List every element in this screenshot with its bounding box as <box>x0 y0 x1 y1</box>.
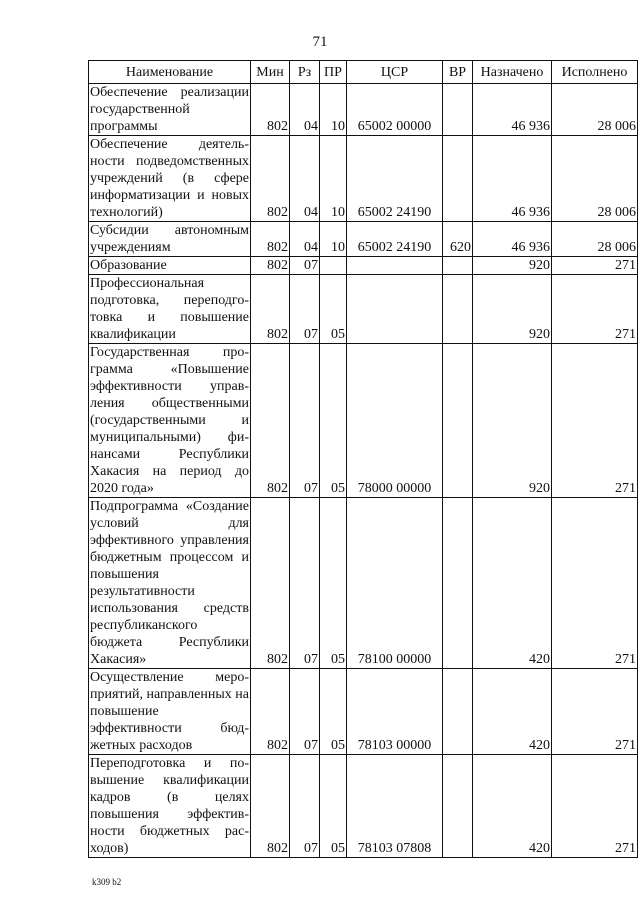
row-naznacheno: 46 936 <box>473 222 552 257</box>
row-vr <box>443 136 473 222</box>
row-rz: 04 <box>290 84 320 136</box>
row-ispolneno: 28 006 <box>552 136 638 222</box>
row-ispolneno: 271 <box>552 257 638 275</box>
row-min: 802 <box>251 257 290 275</box>
row-vr <box>443 755 473 858</box>
row-naznacheno: 420 <box>473 498 552 669</box>
row-csr: 65002 24190 <box>347 136 443 222</box>
footer-code: k309 b2 <box>92 877 122 887</box>
table-row <box>89 257 638 275</box>
header-vr: ВР <box>443 61 473 84</box>
row-vr <box>443 84 473 136</box>
row-min: 802 <box>251 84 290 136</box>
row-rz: 07 <box>290 344 320 498</box>
row-vr: 620 <box>443 222 473 257</box>
table-header-row <box>89 61 638 84</box>
row-min: 802 <box>251 275 290 344</box>
row-rz: 04 <box>290 222 320 257</box>
row-pr <box>320 257 347 275</box>
row-pr: 05 <box>320 669 347 755</box>
row-min: 802 <box>251 136 290 222</box>
table-row <box>89 275 638 344</box>
row-ispolneno: 271 <box>552 498 638 669</box>
row-naznacheno: 420 <box>473 755 552 858</box>
row-name: Профессиональная подготовка, переподготовка и повышение квалификации <box>90 276 249 342</box>
row-naznacheno: 920 <box>473 257 552 275</box>
row-name: Государственная программа «Повышение эффективности управления общественными (государственными и муниципальными) финансами Республики Хакасия на период до 2020 года» <box>90 345 249 496</box>
row-naznacheno: 46 936 <box>473 84 552 136</box>
header-name: Наименование <box>89 61 251 84</box>
row-csr: 65002 24190 <box>347 222 443 257</box>
row-min: 802 <box>251 344 290 498</box>
row-min: 802 <box>251 498 290 669</box>
row-csr: 65002 00000 <box>347 84 443 136</box>
header-ispolneno: Исполнено <box>552 61 638 84</box>
row-ispolneno: 28 006 <box>552 222 638 257</box>
row-pr: 05 <box>320 498 347 669</box>
row-naznacheno: 46 936 <box>473 136 552 222</box>
row-vr <box>443 257 473 275</box>
header-min: Мин <box>251 61 290 84</box>
row-pr: 05 <box>320 344 347 498</box>
row-ispolneno: 271 <box>552 755 638 858</box>
row-pr: 10 <box>320 84 347 136</box>
row-min: 802 <box>251 222 290 257</box>
row-pr: 10 <box>320 222 347 257</box>
row-name: Переподготовка и повышение квалификации кадров (в целях повышения эффективности бюджетных расходов) <box>90 756 249 856</box>
row-ispolneno: 271 <box>552 275 638 344</box>
table-row <box>89 669 638 755</box>
row-rz: 07 <box>290 669 320 755</box>
row-rz: 04 <box>290 136 320 222</box>
header-naznacheno: Назначено <box>473 61 552 84</box>
row-name: Субсидии автономным учреждениям <box>90 223 249 255</box>
table-row <box>89 498 638 669</box>
row-rz: 07 <box>290 275 320 344</box>
header-rz: Рз <box>290 61 320 84</box>
row-naznacheno: 420 <box>473 669 552 755</box>
row-pr: 05 <box>320 755 347 858</box>
table-row <box>89 84 638 136</box>
row-name: Осуществление мероприятий, направленных на повышение эффективности бюджетных расходов <box>90 670 249 753</box>
row-rz: 07 <box>290 755 320 858</box>
row-min: 802 <box>251 669 290 755</box>
row-csr <box>347 275 443 344</box>
row-min: 802 <box>251 755 290 858</box>
row-name: Образование <box>89 257 251 275</box>
row-vr <box>443 344 473 498</box>
row-ispolneno: 271 <box>552 669 638 755</box>
header-csr: ЦСР <box>347 61 443 84</box>
row-vr <box>443 275 473 344</box>
row-name: Обеспечение реализации государственной программы <box>90 85 249 134</box>
row-vr <box>443 669 473 755</box>
row-vr <box>443 498 473 669</box>
row-csr: 78103 00000 <box>347 669 443 755</box>
row-naznacheno: 920 <box>473 344 552 498</box>
row-ispolneno: 28 006 <box>552 84 638 136</box>
table-row <box>89 755 638 858</box>
table-row <box>89 136 638 222</box>
row-naznacheno: 920 <box>473 275 552 344</box>
row-rz: 07 <box>290 498 320 669</box>
row-csr <box>347 257 443 275</box>
table-row <box>89 222 638 257</box>
row-name: Подпрограмма «Создание условий для эффективного управления бюджетным процессом и повышения результативности использования средств республиканского бюджета Республики Хакасия» <box>90 499 249 667</box>
row-csr: 78100 00000 <box>347 498 443 669</box>
row-csr: 78103 07808 <box>347 755 443 858</box>
header-pr: ПР <box>320 61 347 84</box>
row-pr: 10 <box>320 136 347 222</box>
page-number: 71 <box>312 34 328 50</box>
row-name: Обеспечение деятельности подведомственных учреждений (в сфере информатизации и новых технологий) <box>90 137 249 220</box>
row-ispolneno: 271 <box>552 344 638 498</box>
row-pr: 05 <box>320 275 347 344</box>
table-row <box>89 344 638 498</box>
row-rz: 07 <box>290 257 320 275</box>
row-csr: 78000 00000 <box>347 344 443 498</box>
budget-table <box>88 60 638 858</box>
